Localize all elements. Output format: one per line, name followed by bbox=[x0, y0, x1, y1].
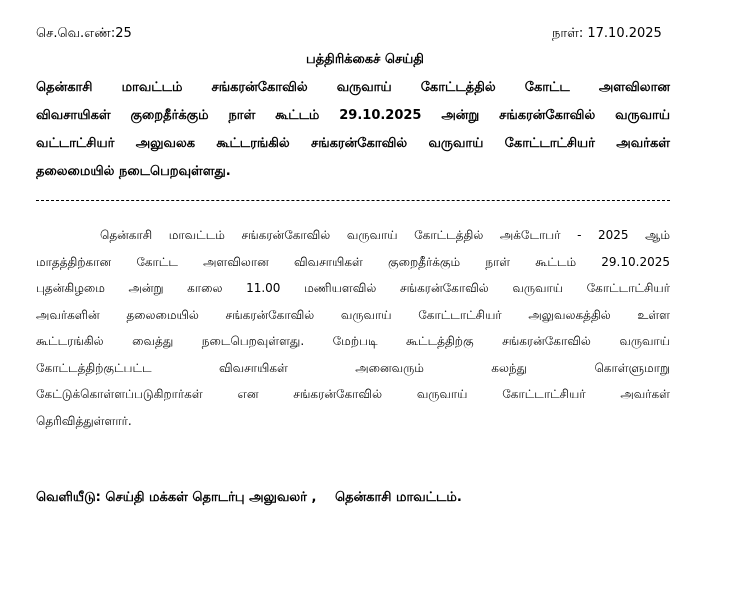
release-label: வெளியீடு: செய்தி மக்கள் தொடர்பு அலுவலர் , bbox=[36, 490, 317, 505]
headline-paragraph bbox=[36, 74, 670, 186]
release-date: நாள்: 17.10.2025 bbox=[552, 26, 662, 41]
body-line: தென்காசி மாவட்டம் சங்கரன்கோவில் வருவாய் கோட்டத்தில் அக்டோபர் - 2025 ஆம் bbox=[100, 228, 670, 242]
headline-line: வட்டாட்சியர் அலுவலக கூட்டரங்கில் சங்கரன்கோவில் வருவாய் கோட்டாட்சியர் அவர்கள் bbox=[36, 136, 670, 151]
headline-line: விவசாயிகள் குறைதீர்க்கும் நாள் கூட்டம் 29.10.2025 அன்று சங்கரன்கோவில் வருவாய் bbox=[36, 108, 670, 123]
body-line: தெரிவித்துள்ளார். bbox=[36, 413, 132, 428]
document-title: பத்திரிக்கைச் செய்தி bbox=[306, 52, 424, 67]
headline-line: தென்காசி மாவட்டம் சங்கரன்கோவில் வருவாய் கோட்டத்தில் கோட்ட அளவிலான bbox=[36, 80, 670, 95]
body-line: கேட்டுக்கொள்ளப்படுகிறார்கள் என சங்கரன்கோவில் வருவாய் கோட்டாட்சியர் அவர்கள் bbox=[36, 387, 670, 401]
release-district: தென்காசி மாவட்டம். bbox=[334, 490, 462, 505]
dashed-divider bbox=[36, 200, 670, 201]
body-line: கோட்டத்திற்குட்பட்ட விவசாயிகள் அனைவரும் கலந்து கொள்ளுமாறு bbox=[36, 360, 670, 375]
headline-line: தலைமையில் நடைபெறவுள்ளது. bbox=[36, 164, 231, 179]
body-line: கூட்டரங்கில் வைத்து நடைபெறவுள்ளது. மேற்படி கூட்டத்திற்கு சங்கரன்கோவில் வருவாய் bbox=[36, 334, 670, 348]
body-paragraph bbox=[36, 222, 670, 434]
reference-number: செ.வெ.எண்:25 bbox=[36, 26, 132, 41]
release-footer bbox=[36, 490, 476, 506]
body-line: அவர்களின் தலைமையில் சங்கரன்கோவில் வருவாய் கோட்டாட்சியர் அலுவலகத்தில் உள்ள bbox=[36, 307, 670, 322]
body-line: மாதத்திற்கான கோட்ட அளவிலான விவசாயிகள் குறைதீர்க்கும் நாள் கூட்டம் 29.10.2025 bbox=[36, 254, 670, 269]
body-line: புதன்கிழமை அன்று காலை 11.00 மணியளவில் சங்கரன்கோவில் வருவாய் கோட்டாட்சியர் bbox=[36, 281, 670, 295]
